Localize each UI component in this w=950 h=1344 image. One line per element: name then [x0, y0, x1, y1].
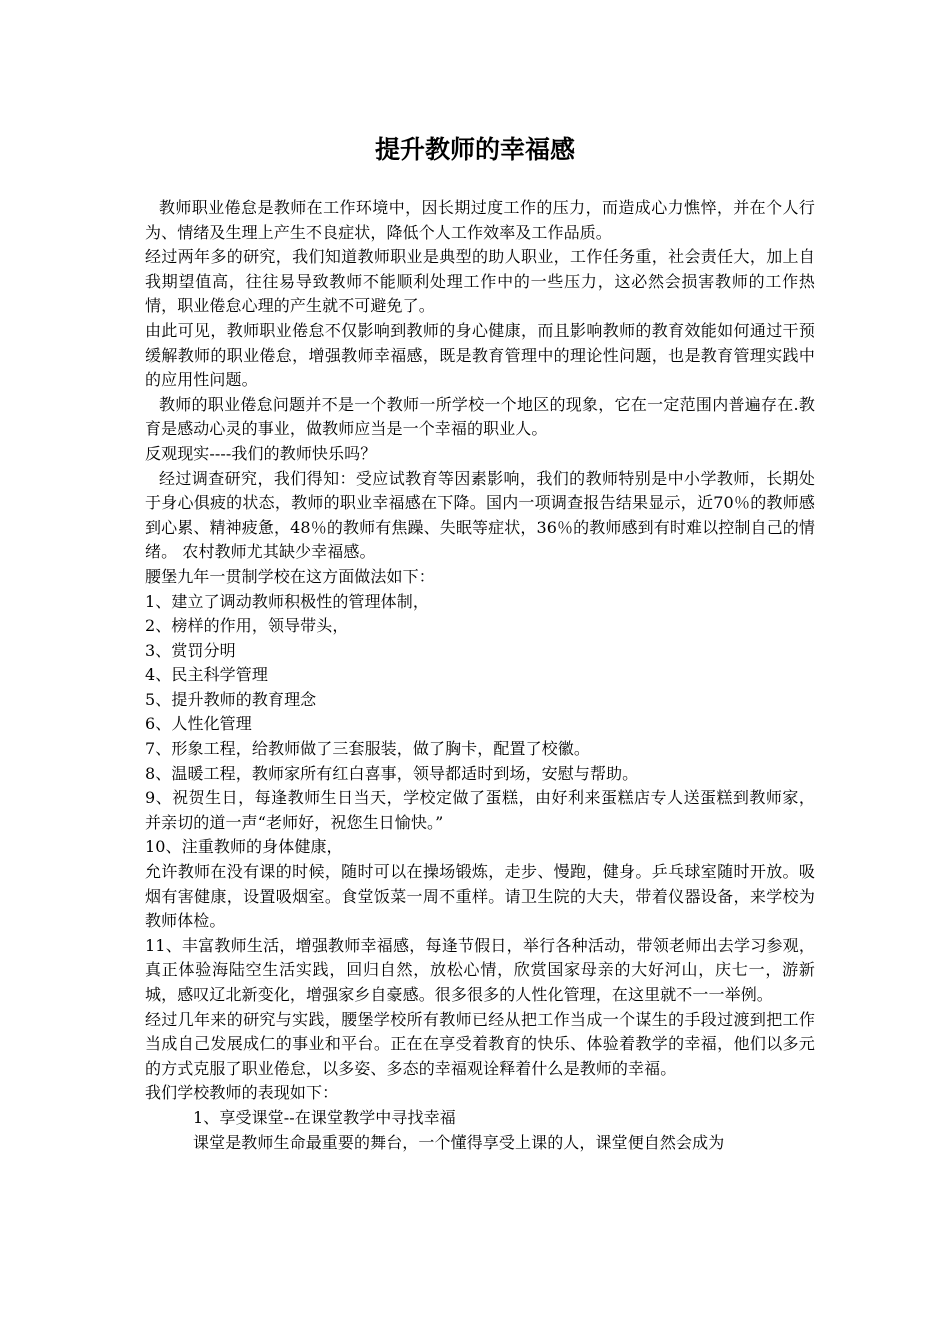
paragraph: 经过几年来的研究与实践，腰堡学校所有教师已经从把工作当成一个谋生的手段过渡到把工作当成自己发展成仁的事业和平台。正在在享受着教育的快乐、体验着教学的幸福，他们以多元的方式克服了职业倦怠，以多姿、多态的幸福观诠释着什么是教师的幸福。: [145, 1009, 815, 1078]
paragraph: 教师职业倦怠是教师在工作环境中，因长期过度工作的压力，而造成心力憔悴，并在个人行为、情绪及生理上产生不良症状，降低个人工作效率及工作品质。: [145, 198, 815, 242]
paragraph: 1、享受课堂--在课堂教学中寻找幸福: [193, 1107, 456, 1127]
paragraph: 7、形象工程，给教师做了三套服装，做了胸卡，配置了校徽。: [145, 739, 590, 759]
paragraph: 反观现实----我们的教师快乐吗？: [145, 443, 377, 463]
paragraph: 由此可见，教师职业倦怠不仅影响到教师的身心健康，而且影响教师的教育效能如何通过干预缓解教师的职业倦怠，增强教师幸福感，既是教育管理中的理论性问题，也是教育管理实践中的应用性问题。: [145, 320, 815, 390]
paragraph: 我们学校教师的表现如下：: [145, 1083, 339, 1103]
paragraph: 5、提升教师的教育理念: [145, 689, 317, 709]
paragraph: 教师的职业倦怠问题并不是一个教师一所学校一个地区的现象，它在一定范围内普遍存在.教育是感动心灵的事业，做教师应当是一个幸福的职业人。: [145, 394, 815, 439]
paragraph: 4、民主科学管理: [145, 665, 268, 685]
paragraph: 腰堡九年一贯制学校在这方面做法如下：: [145, 566, 435, 586]
document-body: [145, 196, 815, 1155]
paragraph: 10、注重教师的身体健康，: [145, 837, 343, 857]
paragraph: 课堂是教师生命最重要的舞台，一个懂得享受上课的人，课堂便自然会成为: [193, 1132, 725, 1152]
paragraph: 3、赏罚分明: [145, 640, 236, 660]
paragraph: 允许教师在没有课的时候，随时可以在操场锻炼，走步、慢跑，健身。乒乓球室随时开放。吸烟有害健康，设置吸烟室。食堂饭菜一周不重样。请卫生院的大夫，带着仪器设备，来学校为教师体检。: [145, 862, 815, 931]
paragraph: 8、温暖工程，教师家所有红白喜事，领导都适时到场，安慰与帮助。: [145, 763, 639, 783]
paragraph: 经过调查研究，我们得知：受应试教育等因素影响，我们的教师特别是中小学教师，长期处于身心俱疲的状态，教师的职业幸福感在下降。国内一项调查报告结果显示，近70％的教师感到心累、精神疲惫，48％的教师有焦躁、失眠等症状，36％的教师感到有时难以控制自己的情绪。 农村教师尤其缺少幸福感。: [145, 468, 815, 562]
paragraph: 1、建立了调动教师积极性的管理体制，: [145, 591, 429, 611]
paragraph: 11、丰富教师生活，增强教师幸福感，每逢节假日，举行各种活动，带领老师出去学习参观，真正体验海陆空生活实践，回归自然，放松心情，欣赏国家母亲的大好河山，庆七一，游新城，感叹辽北新变化，增强家乡自豪感。很多很多的人性化管理，在这里就不一一举例。: [145, 935, 815, 1004]
paragraph: 9、祝贺生日，每逢教师生日当天，学校定做了蛋糕，由好利来蛋糕店专人送蛋糕到教师家，并亲切的道一声“老师好，祝您生日愉快。”: [145, 788, 815, 832]
paragraph: 6、人性化管理: [145, 714, 252, 734]
paragraph: 2、榜样的作用，领导带头，: [145, 616, 349, 636]
paragraph: 经过两年多的研究，我们知道教师职业是典型的助人职业，工作任务重，社会责任大，加上自我期望值高，往往易导致教师不能顺利处理工作中的一些压力，这必然会损害教师的工作热情，职业倦怠心理的产生就不可避免了。: [145, 247, 815, 316]
document-title: 提升教师的幸福感: [374, 135, 575, 164]
